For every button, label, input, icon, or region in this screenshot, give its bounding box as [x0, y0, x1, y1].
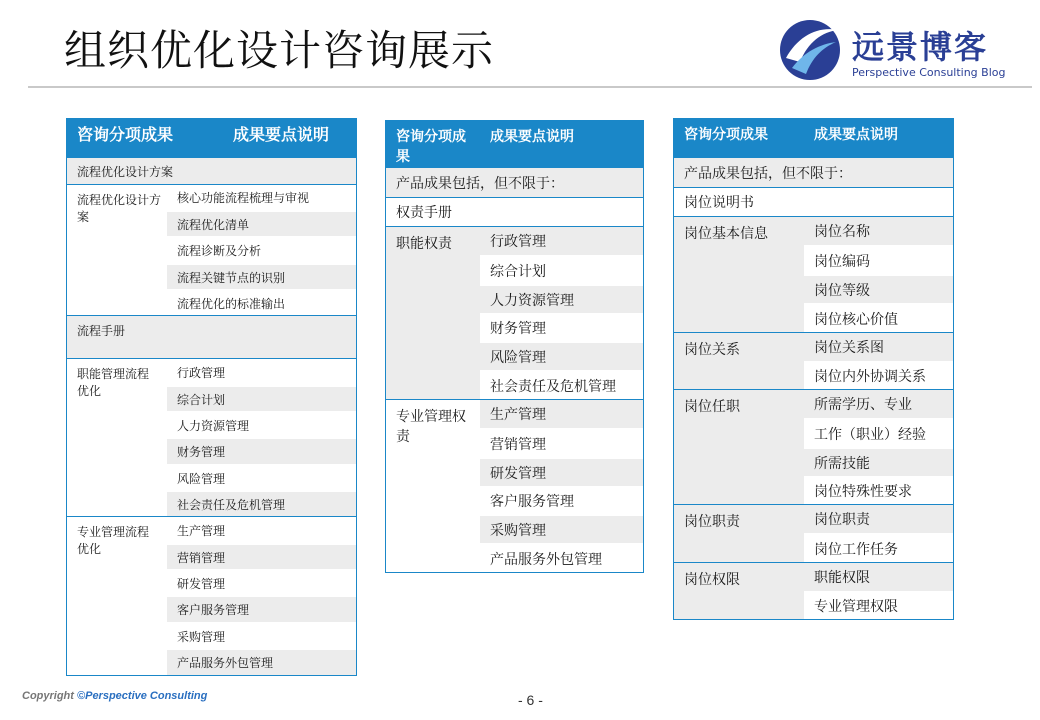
page-title: 组织优化设计咨询展示 [64, 26, 495, 75]
group-label: 职能管理流程优化 [67, 358, 167, 516]
table-row: 风险管理 [480, 341, 643, 370]
table-row: 人力资源管理 [480, 284, 643, 313]
group-label: 岗位任职 [674, 389, 804, 504]
table-row: 社会责任及危机管理 [480, 370, 643, 399]
table-row: 客户服务管理 [167, 595, 356, 622]
table-header [67, 118, 356, 158]
table-row: 流程优化的标准输出 [167, 289, 356, 315]
process-optimization-table [66, 118, 357, 676]
table-row: 岗位关系图 [804, 332, 953, 361]
table-row: 流程优化清单 [167, 210, 356, 236]
job-description-table [673, 118, 954, 620]
group-label: 专业管理权责 [386, 399, 480, 572]
table-row: 研发管理 [167, 569, 356, 595]
table-row: 研发管理 [480, 457, 643, 486]
group-label: 岗位基本信息 [674, 216, 804, 332]
table-row: 流程关键节点的识别 [167, 263, 356, 289]
table-row: 流程优化设计方案 [67, 158, 356, 184]
table-row: 产品服务外包管理 [480, 543, 643, 572]
table-row: 流程手册 [67, 315, 356, 358]
table-row: 生产管理 [167, 516, 356, 543]
table-row: 社会责任及危机管理 [167, 490, 356, 516]
group-label: 岗位关系 [674, 332, 804, 389]
table-row: 岗位名称 [804, 216, 953, 245]
table-row: 综合计划 [167, 385, 356, 411]
responsibility-table [385, 120, 644, 573]
table-row: 权责手册 [386, 197, 643, 226]
company-logo [778, 16, 1033, 86]
table-row: 采购管理 [480, 514, 643, 543]
table-row: 岗位工作任务 [804, 533, 953, 562]
table-row: 风险管理 [167, 464, 356, 490]
table-row: 产品成果包括，但不限于： [386, 168, 643, 197]
logo-text-cn: 远景博客 [852, 28, 989, 66]
group-label: 流程优化设计方案 [67, 184, 167, 315]
table-row: 所需学历、专业 [804, 389, 953, 418]
group-label: 专业管理流程优化 [67, 516, 167, 675]
table-row: 生产管理 [480, 399, 643, 428]
table-row: 岗位核心价值 [804, 303, 953, 332]
table-row: 客户服务管理 [480, 486, 643, 514]
table-row: 流程诊断及分析 [167, 236, 356, 263]
group-label: 职能权责 [386, 226, 480, 399]
header-col-2: 成果要点说明 [814, 127, 898, 143]
table-row: 产品成果包括，但不限于： [674, 158, 953, 187]
table-row: 人力资源管理 [167, 411, 356, 437]
page-number: - 6 - [518, 692, 543, 708]
header-col-2: 成果要点说明 [490, 129, 574, 145]
logo-text-en: Perspective Consulting Blog [852, 66, 1006, 79]
group-label: 岗位权限 [674, 562, 804, 619]
header-col-1: 咨询分项成果 [396, 129, 466, 165]
table-row: 采购管理 [167, 622, 356, 648]
header-col-1: 咨询分项成果 [77, 125, 174, 144]
table-row: 岗位说明书 [674, 187, 953, 216]
logo-emblem-icon [778, 18, 842, 82]
table-row: 岗位特殊性要求 [804, 476, 953, 504]
table-row: 岗位内外协调关系 [804, 361, 953, 389]
table-row: 财务管理 [480, 313, 643, 341]
copyright-brand: ©Perspective Consulting [77, 690, 208, 702]
table-row: 行政管理 [480, 226, 643, 255]
table-row: 岗位编码 [804, 245, 953, 274]
table-row: 综合计划 [480, 255, 643, 284]
table-row: 营销管理 [167, 543, 356, 569]
table-header [386, 120, 643, 168]
table-row: 职能权限 [804, 562, 953, 591]
table-row: 工作（职业）经验 [804, 418, 953, 447]
table-row: 行政管理 [167, 358, 356, 385]
copyright-notice [22, 690, 207, 702]
table-row: 财务管理 [167, 437, 356, 464]
group-label: 岗位职责 [674, 504, 804, 562]
table-row: 岗位职责 [804, 504, 953, 533]
header-col-2: 成果要点说明 [233, 125, 330, 144]
table-row: 所需技能 [804, 447, 953, 476]
table-row: 产品服务外包管理 [167, 648, 356, 675]
table-row: 营销管理 [480, 428, 643, 457]
table-row: 岗位等级 [804, 274, 953, 303]
table-row: 核心功能流程梳理与审视 [167, 184, 356, 210]
copyright-prefix: Copyright [22, 690, 77, 702]
title-divider [28, 86, 1032, 88]
header-col-1: 咨询分项成果 [684, 127, 768, 143]
table-header [674, 118, 953, 158]
table-row: 专业管理权限 [804, 591, 953, 619]
